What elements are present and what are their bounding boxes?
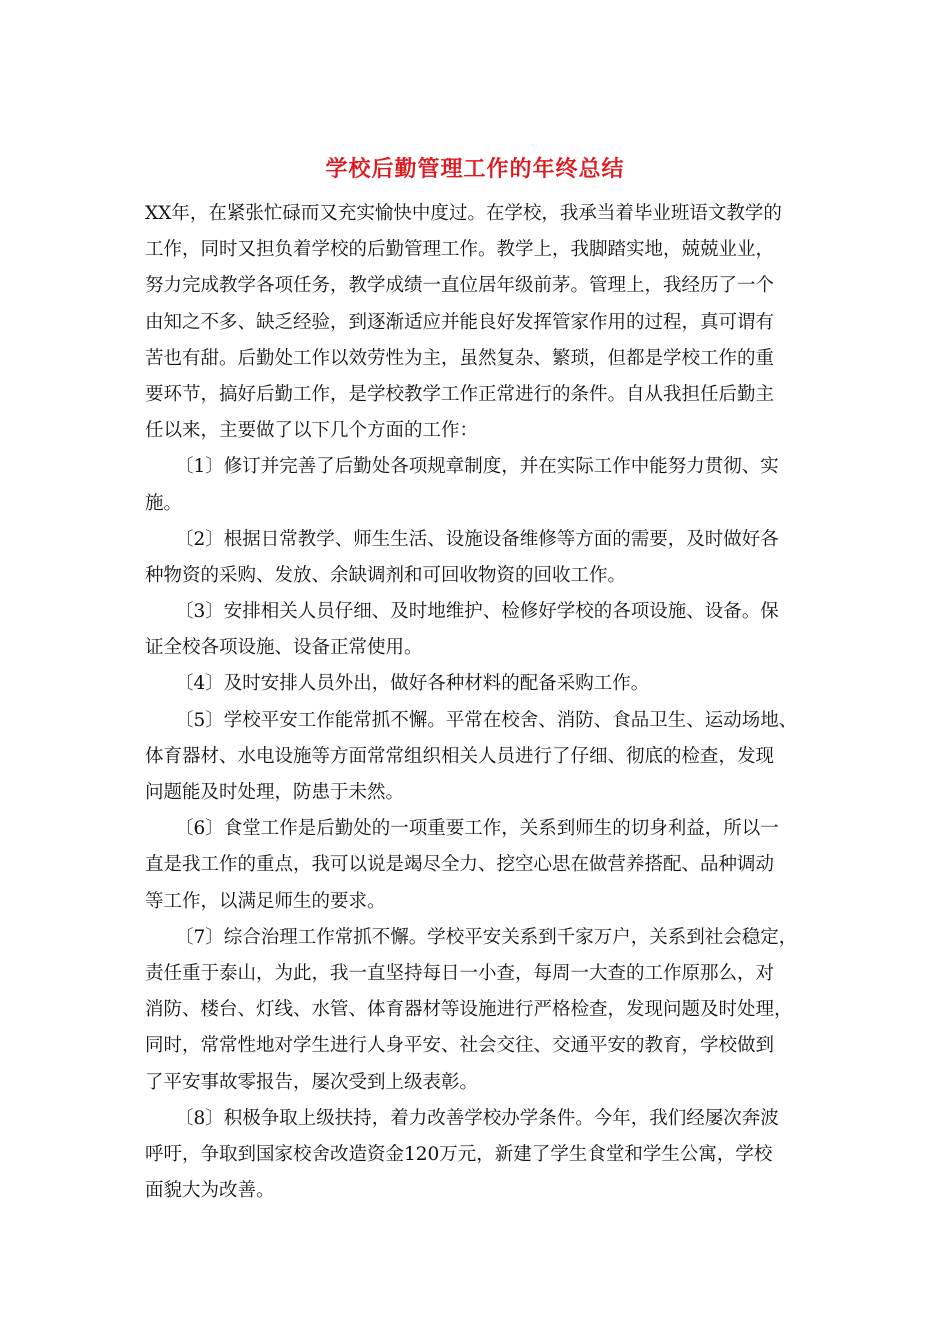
body-line: 面貌大为改善。 [145,1180,275,1202]
body-line: 由知之不多、缺乏经验，到逐渐适应并能良好发挥管家作用的过程，真可谓有 [145,311,775,333]
body-line: 〔8〕积极争取上级扶持，着力改善学校办学条件。今年，我们经屡次奔波 [175,1107,779,1129]
body-line: 证全校各项设施、设备正常使用。 [145,637,423,659]
body-line: 问题能及时处理，防患于未然。 [145,782,405,803]
body-line: 苦也有甜。后勤处工作以效劳性为主，虽然复杂、繁琐，但都是学校工作的重 [145,347,775,369]
body-line: 等工作，以满足师生的要求。 [145,890,386,912]
body-line: 种物资的采购、发放、余缺调剂和可回收物资的回收工作。 [145,564,627,586]
body-line: 工作，同时又担负着学校的后勤管理工作。教学上，我脚踏实地，兢兢业业， [145,239,775,261]
body-line: 〔1〕修订并完善了后勤处各项规章制度，并在实际工作中能努力贯彻、实 [175,456,779,478]
body-line: 〔4〕及时安排人员外出，做好各种材料的配备采购工作。 [175,673,650,695]
body-line: 责任重于泰山，为此，我一直坚持每日一小查，每周一大查的工作原那么，对 [145,962,775,984]
body-line: 任以来，主要做了以下几个方面的工作： [145,420,479,442]
body-line: 〔7〕综合治理工作常抓不懈。学校平安关系到千家万户，关系到社会稳定， [175,926,798,948]
body-line: 施。 [145,492,183,514]
body-line: 同时，常常性地对学生进行人身平安、社会交往、交通平安的教育，学校做到 [145,1035,775,1057]
body-line: 了平安事故零报告，屡次受到上级表彰。 [145,1071,479,1093]
body-line: 要环节，搞好后勤工作，是学校教学工作正常进行的条件。自从我担任后勤主 [145,383,775,405]
body-line: 呼吁，争取到国家校舍改造资金120万元，新建了学生食堂和学生公寓，学校 [145,1143,773,1165]
body-line: 〔3〕安排相关人员仔细、及时地维护、检修好学校的各项设施、设备。保 [175,601,779,623]
body-line: 直是我工作的重点，我可以说是竭尽全力、挖空心思在做营养搭配、品种调动 [145,854,775,876]
body-line: 〔6〕食堂工作是后勤处的一项重要工作，关系到师生的切身利益，所以一 [175,818,779,840]
document-body [145,196,825,1209]
document-title: 学校后勤管理工作的年终总结 [325,156,625,182]
body-line: 〔5〕学校平安工作能常抓不懈。平常在校舍、消防、食品卫生、运动场地、 [175,709,798,731]
body-line: 体育器材、水电设施等方面常常组织相关人员进行了仔细、彻底的检查，发现 [145,745,775,767]
body-line: 努力完成教学各项任务，教学成绩一直位居年级前茅。管理上，我经历了一个 [145,275,775,297]
body-line: XX年，在紧张忙碌而又充实愉快中度过。在学校，我承当着毕业班语文教学的 [145,203,782,224]
body-line: 消防、楼台、灯线、水管、体育器材等设施进行严格检查，发现问题及时处理， [145,999,793,1021]
body-line: 〔2〕根据日常教学、师生生活、设施设备维修等方面的需要，及时做好各 [175,528,779,550]
